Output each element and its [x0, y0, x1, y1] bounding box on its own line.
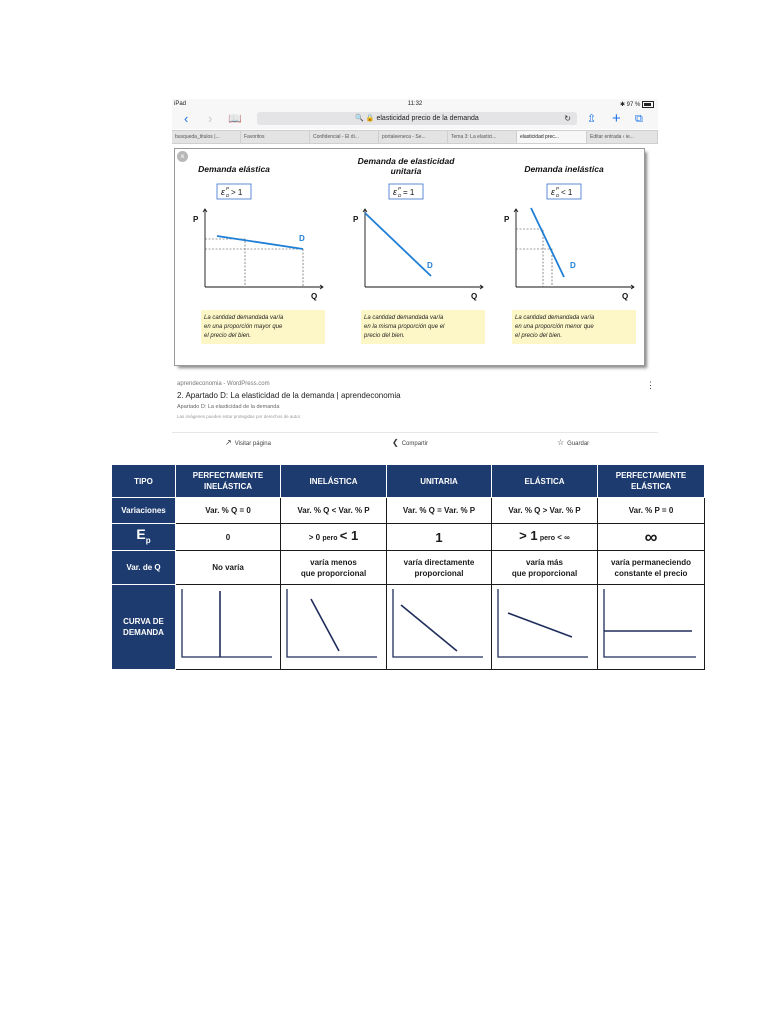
ep-cell: ∞: [598, 524, 705, 551]
ep-part: pero: [539, 535, 555, 542]
elastic-curve: [492, 585, 597, 669]
dashed-guide: [516, 249, 552, 287]
more-options-icon[interactable]: ⋮: [646, 380, 655, 390]
col-title: INELÁSTICA: [309, 476, 358, 486]
curve-cell: [387, 585, 492, 670]
demand-curve: [531, 208, 564, 277]
ep-part: > 0: [308, 533, 321, 542]
col-unitaria: [387, 465, 492, 498]
elasticity-table: [111, 464, 705, 670]
caption-line: el precio del bien.: [515, 333, 563, 339]
panel-title: unitaria: [390, 166, 422, 176]
demand-curve: [508, 613, 572, 637]
varq-cell: [598, 551, 705, 585]
curva-line: CURVA DE: [123, 617, 164, 626]
dashed-guide: [516, 229, 543, 287]
search-icon: 🔍: [355, 115, 364, 122]
variaciones-cell: Var. % Q = Var. % P: [387, 498, 492, 524]
ep-part: < 1: [339, 528, 359, 543]
dashed-guide: [205, 239, 245, 287]
dashed-guide: [205, 249, 303, 287]
url-text: elasticidad precio de la demanda: [376, 115, 479, 122]
curve-label: D: [299, 234, 305, 243]
curve-cell: [598, 585, 705, 670]
tabs-overview-icon[interactable]: ⧉: [635, 113, 643, 125]
curva-line: DEMANDA: [123, 628, 164, 637]
battery-percent: 97 %: [626, 102, 641, 109]
bluetooth-icon: ✱: [619, 102, 625, 109]
formula-epsilon: ε: [393, 187, 397, 197]
formula-sup: P: [398, 186, 402, 191]
col-subtitle: INELÁSTICA: [204, 482, 252, 491]
ep-cell: 0: [176, 524, 281, 551]
status-bar: [172, 99, 658, 109]
ep-cell: 1: [387, 524, 492, 551]
axes: [287, 589, 377, 657]
caption-line: en la misma proporción que el: [364, 324, 445, 330]
col-title: PERFECTAMENTE: [192, 471, 264, 480]
curve-cell: [492, 585, 598, 670]
formula-relation: < 1: [561, 188, 573, 197]
tab-strip: [172, 130, 658, 144]
varq-line: varía menos: [310, 557, 357, 567]
inelastic-curve: [281, 585, 386, 669]
col-inelastica: [281, 465, 387, 498]
varq-cell: [387, 551, 492, 585]
row-varq: [112, 551, 705, 585]
curve-label: D: [427, 261, 433, 270]
formula-sub: D: [226, 193, 230, 198]
result-site: aprendeconomia - WordPress.com: [177, 381, 270, 387]
elasticity-diagram: [175, 149, 644, 365]
ep-base: E: [136, 525, 146, 542]
ep-subscript: p: [145, 535, 151, 545]
forward-icon[interactable]: ›: [208, 111, 213, 126]
star-icon: ☆: [557, 438, 565, 447]
browser-tab[interactable]: Tema 3: La elastici...: [448, 131, 517, 143]
image-preview: [175, 149, 644, 365]
caption-line: precio del bien.: [364, 333, 405, 339]
col-perfectamente-inelastica: [176, 465, 281, 498]
axis-label-q: Q: [471, 292, 478, 301]
ep-part: pero: [322, 535, 338, 542]
varq-line: constante el precio: [614, 568, 688, 578]
device-label: iPad: [174, 101, 187, 107]
perfectly-inelastic-curve: [176, 585, 280, 669]
label-curva: [112, 585, 176, 670]
header-row: [112, 465, 705, 498]
variaciones-cell: Var. % Q > Var. % P: [492, 498, 598, 524]
formula-relation: = 1: [403, 188, 415, 197]
save-button[interactable]: [557, 438, 589, 447]
browser-tab[interactable]: elasticidad prec...: [517, 131, 587, 143]
label-varq: Var. de Q: [112, 551, 176, 585]
caption-line: La cantidad demandada varía: [364, 315, 444, 321]
save-label: Guardar: [567, 441, 590, 447]
row-ep: [112, 524, 705, 551]
col-title: UNITARIA: [420, 476, 458, 486]
label-ep: [112, 524, 176, 551]
col-subtitle: ELÁSTICA: [631, 482, 671, 491]
clock: 11:32: [407, 101, 423, 107]
varq-cell: [492, 551, 598, 585]
label-variaciones: Variaciones: [112, 498, 176, 524]
axes: [182, 589, 272, 657]
axis-label-p: P: [353, 215, 359, 224]
formula-sup: P: [226, 186, 230, 191]
variaciones-cell: Var. % Q = 0: [176, 498, 281, 524]
external-link-icon: ↗: [225, 438, 232, 447]
varq-line: que proporcional: [300, 568, 367, 578]
axis-label-q: Q: [622, 292, 629, 301]
caption-line: en una proporción menor que: [515, 324, 594, 330]
col-title: ELÁSTICA: [524, 476, 565, 486]
formula-epsilon: ε: [221, 187, 225, 197]
lock-icon: 🔒: [365, 115, 375, 122]
row-curva: [112, 585, 705, 670]
varq-line: que proporcional: [511, 568, 578, 578]
varq-line: varía directamente: [403, 557, 475, 567]
varq-line: varía permaneciendo: [610, 557, 692, 567]
address-bar[interactable]: [257, 112, 577, 125]
demand-curve: [217, 236, 303, 249]
panel-title: Demanda inelástica: [524, 164, 604, 174]
curve-cell: [176, 585, 281, 670]
formula-sub: D: [398, 193, 402, 198]
axes: [498, 589, 588, 657]
demand-curve: [401, 605, 457, 651]
panel-title: Demanda de elasticidad: [357, 156, 455, 166]
varq-cell: [176, 551, 281, 585]
share-button[interactable]: [392, 438, 428, 447]
caption-line: La cantidad demandada varía: [204, 315, 284, 321]
curve-cell: [281, 585, 387, 670]
visit-page-label: Visitar página: [234, 441, 271, 447]
axes: [393, 589, 483, 657]
formula-sup: P: [556, 186, 560, 191]
visit-page-button[interactable]: [225, 438, 271, 447]
demand-curve: [365, 213, 431, 276]
ipad-screenshot: [172, 99, 658, 456]
variaciones-cell: Var. % Q < Var. % P: [281, 498, 387, 524]
ep-part: > 1: [519, 528, 538, 543]
varq-line: No varía: [212, 563, 244, 572]
header-tipo: TIPO: [112, 465, 176, 498]
browser-tab[interactable]: busqueda_titulos |...: [172, 131, 241, 143]
ep-cell: [492, 524, 598, 551]
ep-part: < ∞: [557, 533, 570, 542]
caption-line: en una proporción mayor que: [204, 324, 283, 330]
curve-label: D: [570, 261, 576, 270]
varq-cell: [281, 551, 387, 585]
divider: [172, 432, 658, 433]
unitary-curve: [387, 585, 491, 669]
close-icon[interactable]: ×: [177, 151, 188, 162]
battery-status: [620, 101, 654, 108]
axis-label-p: P: [504, 215, 510, 224]
browser-tab[interactable]: portaleeneca - Se...: [379, 131, 448, 143]
varq-line: varía más: [526, 557, 563, 567]
back-icon[interactable]: ‹: [184, 111, 189, 126]
variaciones-cell: Var. % P = 0: [598, 498, 705, 524]
axes: [604, 589, 696, 657]
browser-tab[interactable]: Favoritos: [241, 131, 310, 143]
col-perfectamente-elastica: [598, 465, 705, 498]
formula-sub: D: [556, 193, 560, 198]
panel-title: Demanda elástica: [198, 164, 270, 174]
share-icon[interactable]: ⇫: [587, 113, 597, 125]
search-result[interactable]: [177, 381, 657, 419]
formula-relation: > 1: [231, 188, 243, 197]
result-subtitle: Apartado D: La elasticidad de la demanda: [177, 404, 280, 410]
varq-line: proporcional: [414, 568, 464, 578]
row-variaciones: [112, 498, 705, 524]
ep-cell: [281, 524, 387, 551]
new-tab-icon[interactable]: +: [612, 110, 621, 127]
share-nodes-icon: ❮: [392, 438, 399, 447]
reload-icon[interactable]: ↻: [564, 114, 571, 123]
demand-curve: [311, 599, 339, 651]
axis-label-p: P: [193, 215, 199, 224]
caption-line: La cantidad demandada varía: [515, 315, 595, 321]
col-title: PERFECTAMENTE: [615, 471, 687, 480]
browser-tab[interactable]: Editar entrada ‹ ie...: [587, 131, 658, 143]
browser-tab[interactable]: Confidencial - El di...: [310, 131, 379, 143]
result-title[interactable]: 2. Apartado D: La elasticidad de la demanda | aprendeconomia: [177, 391, 401, 400]
caption-line: el precio del bien.: [204, 333, 252, 339]
col-elastica: [492, 465, 598, 498]
perfectly-elastic-curve: [598, 585, 704, 669]
bookmarks-icon[interactable]: 📖: [228, 113, 242, 125]
copyright-note: Las imágenes pueden estar protegidas por derechos de autor.: [177, 414, 302, 419]
battery-icon: [642, 101, 654, 108]
share-label: Compartir: [401, 441, 429, 447]
formula-epsilon: ε: [551, 187, 555, 197]
browser-toolbar: [172, 109, 658, 129]
axis-label-q: Q: [311, 292, 318, 301]
